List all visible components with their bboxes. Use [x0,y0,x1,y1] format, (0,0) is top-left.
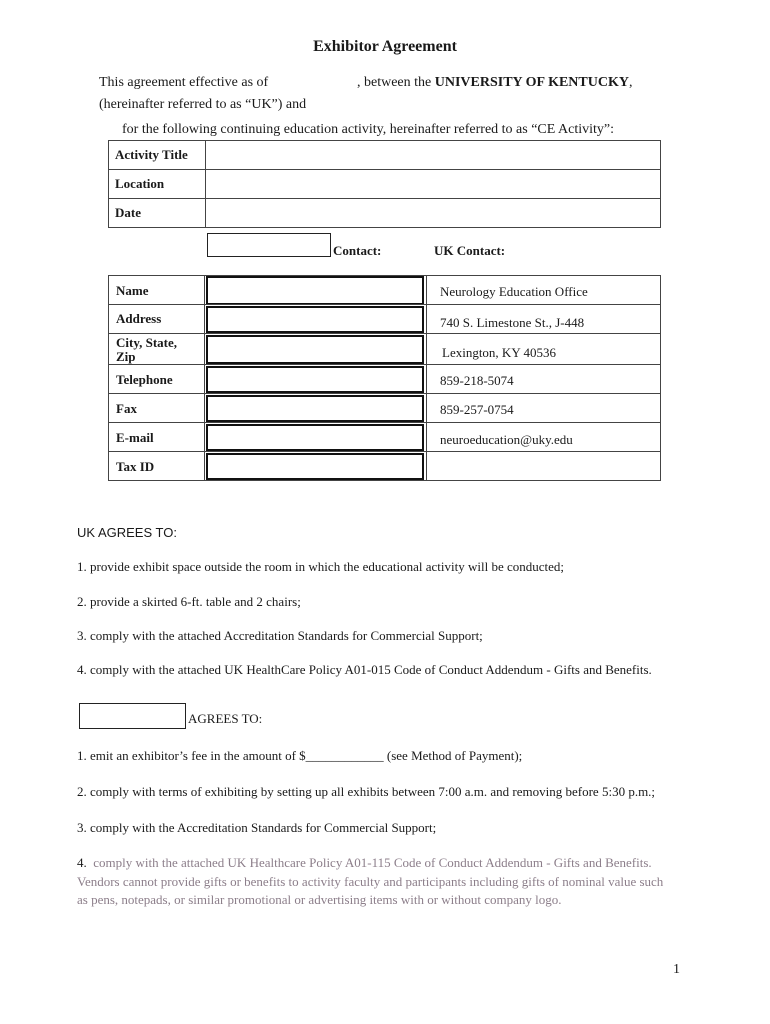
contact-table [108,275,661,481]
name-label: Name [116,283,149,298]
exhibitor-name-input[interactable] [206,276,424,305]
exhibitor-fax-input[interactable] [206,395,424,422]
table-row [108,333,661,364]
uk-email-value: neuroeducation@uky.edu [440,432,573,447]
uk-fax-value: 859-257-0754 [440,402,514,417]
address-label: Address [116,311,162,326]
location-label: Location [109,170,206,199]
effective-date-prefix: This agreement effective as of [99,75,269,90]
table-row [108,393,661,422]
table-row [108,364,661,393]
exhibitor-agrees-item: 1. emit an exhibitor’s fee in the amount of $____________ (see Method of Payment); [77,748,523,763]
activity-title-field[interactable] [206,141,661,170]
uk-address-value: 740 S. Limestone St., J-448 [440,315,585,330]
exhibitor-agrees-item-4-line-2: Vendors cannot provide gifts or benefits to activity faculty and participants including gifts of nominal value such [77,874,664,889]
table-row [108,304,661,333]
table-row [108,451,661,481]
page-number: 1 [673,962,680,977]
telephone-label: Telephone [116,372,173,387]
activity-row [109,170,661,199]
uk-agrees-item: 1. provide exhibit space outside the room in which the educational activity will be conducted; [77,559,565,574]
exhibitor-agrees-item: 3. comply with the Accreditation Standards for Commercial Support; [77,820,437,835]
uk-contact-label: UK Contact: [434,243,506,258]
ce-activity-line: for the following continuing education activity, hereinafter referred to as “CE Activity”: [122,122,615,137]
contact-label: Contact: [333,243,382,258]
exhibitor-telephone-input[interactable] [206,366,424,393]
exhibitor-agrees-item-4-line-3: as pens, notepads, or similar promotional or advertising items with or without company logo. [77,892,562,907]
activity-title-label: Activity Title [109,141,206,170]
exhibitor-agrees-item-4 [77,855,652,871]
intro-between-line [357,75,632,91]
city-state-zip-label: City, State, Zip [116,335,178,364]
uk-agrees-heading: UK AGREES TO: [77,525,177,540]
exhibitor-agrees-heading: AGREES TO: [188,711,263,726]
exhibitor-email-input[interactable] [206,424,424,451]
date-label: Date [109,199,206,228]
exhibitor-city-input[interactable] [206,335,424,364]
activity-row [109,199,661,228]
uk-name-value: Neurology Education Office [440,284,588,299]
between-text: , between the [357,75,432,90]
location-field[interactable] [206,170,661,199]
uk-agrees-item: 4. comply with the attached UK HealthCare Policy A01-015 Code of Conduct Addendum - Gifts and Benefits. [77,662,652,677]
document-title: Exhibitor Agreement [313,38,457,55]
exhibitor-tax-id-input[interactable] [206,453,424,480]
table-row [108,275,661,304]
activity-table [108,140,661,228]
uk-agrees-item: 2. provide a skirted 6-ft. table and 2 chairs; [77,594,301,609]
uk-telephone-value: 859-218-5074 [440,373,514,388]
date-field[interactable] [206,199,661,228]
tax-id-label: Tax ID [116,459,155,474]
university-name: UNIVERSITY OF KENTUCKY [434,75,629,90]
exhibitor-agrees-name-field[interactable] [79,703,186,729]
fax-label: Fax [116,401,137,416]
exhibitor-address-input[interactable] [206,306,424,333]
email-label: E-mail [116,430,154,445]
item-number: 4. [77,855,87,870]
exhibitor-name-field[interactable] [207,233,331,257]
uk-city-value: Lexington, KY 40536 [442,345,556,360]
uk-reference: (hereinafter referred to as “UK”) and [99,97,307,112]
activity-row [109,141,661,170]
item-4-text: comply with the attached UK Healthcare Policy A01-115 Code of Conduct Addendum - Gifts and Benefits. [93,855,652,870]
between-comma: , [628,75,633,90]
uk-agrees-item: 3. comply with the attached Accreditation Standards for Commercial Support; [77,628,483,643]
table-row [108,422,661,451]
exhibitor-agrees-item: 2. comply with terms of exhibiting by setting up all exhibits between 7:00 a.m. and removing before 5:30 p.m.; [77,784,656,799]
